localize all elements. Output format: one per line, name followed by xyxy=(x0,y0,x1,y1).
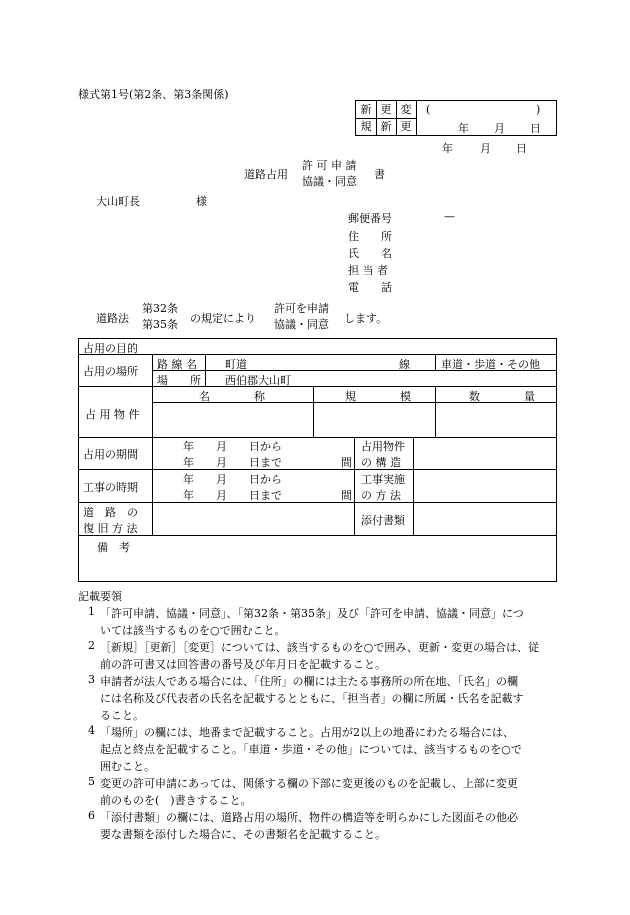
submit-month: 月 xyxy=(480,142,491,155)
restore-label-2: 復 旧 方 法 xyxy=(83,522,138,535)
note-2-line1: ［新規］［更新］［変更］については、該当するものを○で囲み、更新・変更の場合は、従 xyxy=(100,641,540,654)
location-label: 場 所 xyxy=(157,374,201,387)
statement-law: 道路法 xyxy=(96,312,129,325)
col-name-header: 名 称 xyxy=(199,390,265,403)
postal-label: 郵便番号 xyxy=(348,212,392,225)
statement-article32[interactable]: 第32条 xyxy=(142,302,178,315)
note-4-num: 4 xyxy=(88,724,95,737)
note-5-line2: 前のものを( )書きすること。 xyxy=(100,794,252,807)
work-from[interactable]: 年 月 日から xyxy=(183,473,282,486)
attach-label: 添付書類 xyxy=(361,514,405,527)
statement-article35[interactable]: 第35条 xyxy=(142,318,178,331)
note-6-num: 6 xyxy=(88,809,95,822)
object-label: 占 用 物 件 xyxy=(85,408,140,421)
remarks-label: 備 考 xyxy=(97,541,130,554)
route-label: 路 線 名 xyxy=(157,358,197,371)
col-scale-header: 規 模 xyxy=(345,390,411,403)
type-cell-hen[interactable]: 変 xyxy=(396,101,417,119)
note-1-line1: 「許可申請、協議・同意」、「第32条・第35条」及び「許可を申請、協議・同意」につ xyxy=(100,607,524,620)
period-from[interactable]: 年 月 日から xyxy=(183,440,282,453)
contact-label: 担 当 者 xyxy=(348,264,388,277)
note-4-line1: 「場所」の欄には、地番まで記載すること。占用が2以上の地番にわたる場合には、 xyxy=(100,726,514,739)
note-5-line1: 変更の許可申請にあっては、関係する欄の下部に変更後のものを記載し、上部に変更 xyxy=(100,777,518,790)
period-label: 占用の期間 xyxy=(83,448,138,461)
note-1-line2: いては該当するものを○で囲むこと。 xyxy=(100,624,286,637)
note-6-line1: 「添付書類」の欄には、道路占用の場所、物件の構造等を明らかにした図面その他必 xyxy=(100,811,518,824)
paren-open: ( xyxy=(426,103,431,116)
title-prefix: 道路占用 xyxy=(244,168,288,181)
name-label: 氏 名 xyxy=(348,247,392,260)
route-suffix: 線 xyxy=(399,358,410,371)
place-label: 占用の場所 xyxy=(83,365,138,378)
method-label-1: 工事実施 xyxy=(361,473,405,486)
prev-day: 日 xyxy=(530,122,541,135)
note-4-line2: 起点と終点を記載すること。「車道・歩道・その他」については、該当するものを○で xyxy=(100,743,522,756)
note-1-num: 1 xyxy=(88,605,95,618)
work-label: 工事の時期 xyxy=(83,481,138,494)
statement-middle: の規定により xyxy=(190,312,256,325)
structure-label-2: の 構 造 xyxy=(361,456,401,469)
work-to[interactable]: 年 月 日まで xyxy=(183,489,282,502)
prev-year: 年 xyxy=(458,122,469,135)
title-option-permit[interactable]: 許 可 申 請 xyxy=(302,159,357,172)
note-4-line3: 囲むこと。 xyxy=(100,760,155,773)
purpose-label: 占用の目的 xyxy=(83,342,138,355)
note-3-num: 3 xyxy=(88,673,95,686)
col-qty-header: 数 量 xyxy=(469,390,535,403)
statement-end: します。 xyxy=(344,312,388,325)
type-cell-kou[interactable]: 更 xyxy=(376,101,397,119)
type-cell-kou2[interactable]: 更 xyxy=(396,118,417,135)
addressee-name: 大山町長 xyxy=(96,195,140,208)
submit-year: 年 xyxy=(442,142,453,155)
location-value[interactable]: 西伯郡大山町 xyxy=(225,374,291,387)
title-suffix: 書 xyxy=(374,168,385,181)
statement-opt-permit[interactable]: 許可を申請 xyxy=(274,302,329,315)
phone-label: 電 話 xyxy=(348,281,392,294)
addressee-honorific: 様 xyxy=(196,195,207,208)
structure-label-1: 占用物件 xyxy=(361,440,405,453)
prev-month: 月 xyxy=(494,122,505,135)
note-2-line2: 前の許可書又は回答書の番号及び年月日を記載すること。 xyxy=(100,658,386,671)
period-to[interactable]: 年 月 日まで xyxy=(183,456,282,469)
note-3-line1: 申請者が法人である場合には、「住所」の欄には主たる事務所の所在地、「氏名」の欄 xyxy=(100,675,518,688)
postal-dash: — xyxy=(444,210,455,223)
application-table xyxy=(78,338,557,582)
address-label: 住 所 xyxy=(348,230,392,243)
note-5-num: 5 xyxy=(88,775,95,788)
period-kan: 間 xyxy=(341,456,352,469)
method-label-2: の 方 法 xyxy=(361,489,401,502)
form-number: 様式第1号(第2条、第3条関係) xyxy=(78,88,229,101)
note-3-line2: には名称及び代表者の氏名を記載するとともに、「担当者」の欄に所属・氏名を記載す xyxy=(100,692,524,705)
note-3-line3: ること。 xyxy=(100,709,144,722)
note-2-num: 2 xyxy=(88,639,95,652)
notes-heading: 記載要領 xyxy=(78,590,122,603)
restore-label-1: 道 路 の xyxy=(83,506,138,519)
type-cell-shin2[interactable]: 新 xyxy=(376,118,397,135)
type-cell-shin[interactable]: 新 xyxy=(356,101,377,119)
note-6-line2: 要な書類を添付した場合に、その書類名を記載すること。 xyxy=(100,828,386,841)
title-option-consult[interactable]: 協議・同意 xyxy=(302,175,357,188)
work-kan: 間 xyxy=(341,489,352,502)
application-type-box xyxy=(355,100,557,136)
paren-close: ) xyxy=(536,103,541,116)
road-type[interactable]: 車道・歩道・その他 xyxy=(441,358,540,371)
statement-opt-consult[interactable]: 協議・同意 xyxy=(274,318,329,331)
route-value[interactable]: 町道 xyxy=(225,358,247,371)
submit-day: 日 xyxy=(516,142,527,155)
purpose-field[interactable] xyxy=(153,340,553,354)
type-cell-ki[interactable]: 規 xyxy=(356,118,377,135)
